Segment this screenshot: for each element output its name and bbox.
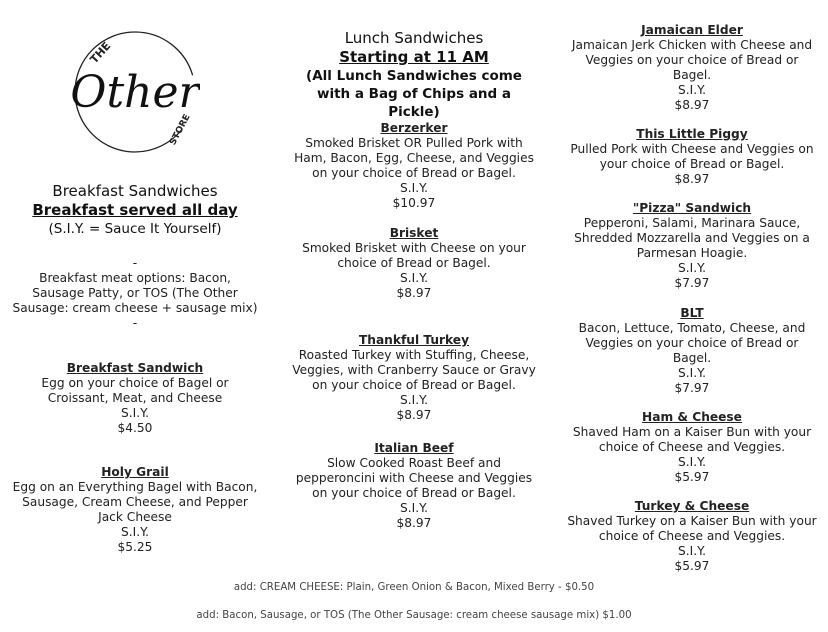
item-price: $5.97 <box>674 470 710 484</box>
item-price: $8.97 <box>396 516 432 530</box>
item-desc: Jamaican Jerk Chicken with Cheese and Veggies on your choice of Bread or Bagel. <box>571 38 813 82</box>
item-name: Turkey & Cheese <box>634 499 750 513</box>
item-desc: Egg on an Everything Bagel with Bacon, Sausage, Cream Cheese, and Pepper Jack Cheese <box>12 480 258 524</box>
item-price: $4.50 <box>117 421 153 435</box>
addon-line-2: add: Bacon, Sausage, or TOS (The Other Sausage: cream cheese sausage mix) $1.00 <box>196 610 632 621</box>
item-price: $10.97 <box>392 196 436 210</box>
menu-item <box>566 127 818 187</box>
menu-item <box>566 410 818 485</box>
breakfast-subtitle: Breakfast served all day <box>32 201 238 219</box>
lunch-subtitle: Starting at 11 AM <box>339 48 489 66</box>
item-desc: Pepperoni, Salami, Marinara Sauce, Shredded Mozzarella and Veggies on a Parmesan Hoagie. <box>574 216 810 260</box>
logo-top-text: THE <box>87 39 114 67</box>
menu-item <box>290 333 538 423</box>
breakfast-meat-options: Breakfast meat options: Bacon, Sausage Patty, or TOS (The Other Sausage: cream cheese + sausage mix) <box>12 271 258 315</box>
item-price: $7.97 <box>674 381 710 395</box>
menu-item <box>8 465 262 555</box>
item-desc: Bacon, Lettuce, Tomato, Cheese, and Veggies on your choice of Bread or Bagel. <box>578 321 806 365</box>
lunch-note: (All Lunch Sandwiches come with a Bag of Chips and a Pickle) <box>306 68 522 120</box>
item-desc: Slow Cooked Roast Beef and pepperoncini with Cheese and Veggies on your choice of Bread or Bagel. <box>295 456 533 500</box>
item-siy: S.I.Y. <box>678 261 706 275</box>
item-siy: S.I.Y. <box>678 544 706 558</box>
item-name: Brisket <box>389 226 439 240</box>
menu-item <box>566 23 818 113</box>
menu-item <box>290 441 538 531</box>
item-siy: S.I.Y. <box>678 455 706 469</box>
item-price: $7.97 <box>674 276 710 290</box>
item-siy: S.I.Y. <box>678 83 706 97</box>
addon-line-1: add: CREAM CHEESE: Plain, Green Onion & Bacon, Mixed Berry - $0.50 <box>233 582 595 593</box>
item-desc: Smoked Brisket OR Pulled Pork with Ham, Bacon, Egg, Cheese, and Veggies on your choice of Bread or Bagel. <box>294 136 534 180</box>
breakfast-note: (S.I.Y. = Sauce It Yourself) <box>48 221 222 237</box>
logo-main-text: Other <box>70 67 200 118</box>
item-name: Holy Grail <box>101 465 169 479</box>
menu-item <box>290 121 538 211</box>
item-name: Berzerker <box>380 121 448 135</box>
item-siy: S.I.Y. <box>400 181 428 195</box>
item-price: $5.25 <box>117 540 153 554</box>
item-price: $8.97 <box>396 286 432 300</box>
menu-item <box>566 499 818 574</box>
breakfast-title: Breakfast Sandwiches <box>52 182 218 200</box>
item-desc: Pulled Pork with Cheese and Veggies on your choice of Bread or Bagel. <box>570 142 814 171</box>
item-siy: S.I.Y. <box>400 271 428 285</box>
item-name: This Little Piggy <box>636 127 748 141</box>
item-desc: Smoked Brisket with Cheese on your choice of Bread or Bagel. <box>302 241 526 270</box>
item-siy: S.I.Y. <box>121 406 149 420</box>
menu-item <box>8 361 262 436</box>
item-name: "Pizza" Sandwich <box>632 201 752 215</box>
item-name: Ham & Cheese <box>642 410 742 424</box>
item-siy: S.I.Y. <box>400 393 428 407</box>
item-siy: S.I.Y. <box>400 501 428 515</box>
item-name: Jamaican Elder <box>641 23 743 37</box>
item-desc: Egg on your choice of Bagel or Croissant, Meat, and Cheese <box>41 376 229 405</box>
item-name: BLT <box>680 306 704 320</box>
item-desc: Shaved Turkey on a Kaiser Bun with your choice of Cheese and Veggies. <box>567 514 817 543</box>
store-logo <box>70 27 200 157</box>
item-name: Thankful Turkey <box>358 333 470 347</box>
logo-bottom-text: STORE <box>168 112 193 147</box>
item-siy: S.I.Y. <box>678 366 706 380</box>
dash-top: - <box>132 256 138 270</box>
item-price: $8.97 <box>674 98 710 112</box>
item-siy: S.I.Y. <box>121 525 149 539</box>
menu-item <box>566 306 818 396</box>
item-price: $8.97 <box>674 172 710 186</box>
item-price: $8.97 <box>396 408 432 422</box>
item-price: $5.97 <box>674 559 710 573</box>
item-name: Italian Beef <box>374 441 454 455</box>
menu-item <box>290 226 538 301</box>
lunch-title: Lunch Sandwiches <box>344 29 484 47</box>
dash-bottom: - <box>132 316 138 330</box>
item-name: Breakfast Sandwich <box>66 361 204 375</box>
menu-item <box>566 201 818 291</box>
item-desc: Shaved Ham on a Kaiser Bun with your choice of Cheese and Veggies. <box>572 425 812 454</box>
item-desc: Roasted Turkey with Stuffing, Cheese, Veggies, with Cranberry Sauce or Gravy on your choice of Bread or Bagel. <box>292 348 536 392</box>
